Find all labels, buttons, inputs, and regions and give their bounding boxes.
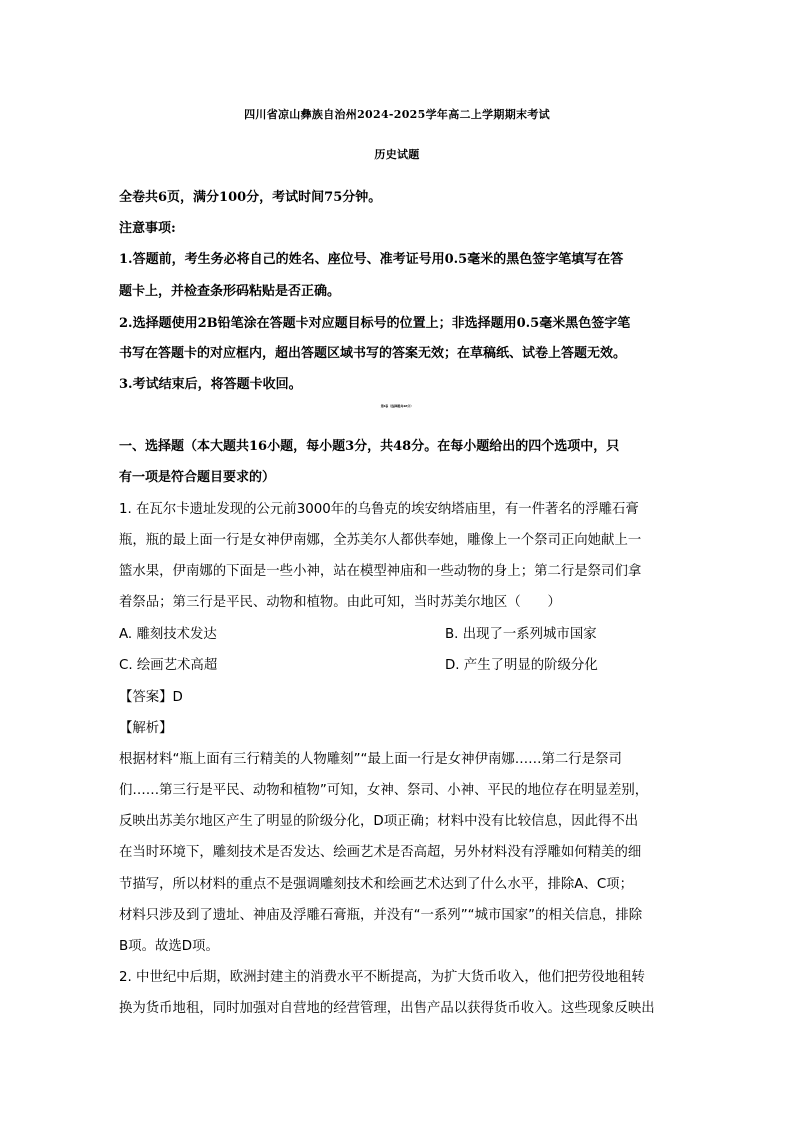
notice-item-2-line-2: 书写在答题卡的对应框内，超出答题区域书写的答案无效；在草稿纸、试卷上答题无效。	[119, 346, 627, 361]
notice-item-2-line-1: 2.选择题使用2B铅笔涂在答题卡对应题目标号的位置上；非选择题用0.5毫米黑色签字笔	[119, 316, 631, 331]
notice-item-1-line-2: 题卡上，并检查条形码粘贴是否正确。	[119, 284, 341, 299]
question-2-line-2: 换为货币地租，同时加强对自营地的经营管理，出售产品以获得货币收入。这些现象反映出	[119, 1001, 655, 1016]
option-a: A. 雕刻技术发达	[119, 627, 217, 642]
analysis-line-4: 在当时环境下，雕刻技术是否发达、绘画艺术是否高超，另外材料没有浮雕如何精美的细	[119, 845, 642, 860]
notice-heading: 注意事项:	[119, 221, 176, 236]
question-1-line-3: 篮水果，伊南娜的下面是一些小神，站在模型神庙和一些动物的身上；第二行是祭司们拿	[119, 564, 642, 579]
question-1-line-1: 1. 在瓦尔卡遗址发现的公元前3000年的乌鲁克的埃安纳塔庙里，有一件著名的浮雕石膏	[119, 502, 639, 517]
section-heading-line-2: 有一项是符合题目要求的）	[119, 470, 276, 485]
analysis-line-2: 们……第三行是平民、动物和植物”可知，女神、祭司、小神、平民的地位存在明显差别，	[119, 783, 649, 798]
document-title: 四川省凉山彝族自治州2024-2025学年高二上学期期末考试	[244, 108, 550, 121]
question-1-line-2: 瓶，瓶的最上面一行是女神伊南娜，全苏美尔人都供奉她，雕像上一个祭司正向她献上一	[119, 533, 642, 548]
question-2-line-1: 2. 中世纪中后期，欧洲封建主的消费水平不断提高，为扩大货币收入，他们把劳役地租转	[119, 970, 645, 985]
option-c: C. 绘画艺术高超	[119, 658, 218, 673]
answer-label: 【答案】D	[119, 690, 183, 705]
part-title: 第Ⅰ卷（选择题共48分）	[380, 404, 414, 408]
analysis-heading: 【解析】	[119, 721, 173, 736]
question-1-line-4: 着祭品；第三行是平民、动物和植物。由此可知，当时苏美尔地区（ ）	[119, 595, 561, 610]
analysis-line-7: B项。故选D项。	[119, 939, 219, 954]
option-d: D. 产生了明显的阶级分化	[445, 658, 598, 673]
notice-item-3: 3.考试结束后，将答题卡收回。	[119, 377, 302, 392]
analysis-line-1: 根据材料“瓶上面有三行精美的人物雕刻”“最上面一行是女神伊南娜……第二行是祭司	[119, 752, 622, 767]
option-b: B. 出现了一系列城市国家	[445, 627, 597, 642]
notice-item-1-line-1: 1.答题前，考生务必将自己的姓名、座位号、准考证号用0.5毫米的黑色签字笔填写在答	[119, 252, 624, 267]
exam-info: 全卷共6页，满分100分，考试时间75分钟。	[119, 190, 382, 205]
section-heading-line-1: 一、选择题（本大题共16小题，每小题3分，共48分。在每小题给出的四个选项中，只	[119, 439, 620, 454]
document-subtitle: 历史试题	[374, 148, 420, 161]
analysis-line-6: 材料只涉及到了遗址、神庙及浮雕石膏瓶，并没有“一系列”“城市国家”的相关信息，排除	[119, 908, 643, 923]
analysis-line-5: 节描写，所以材料的重点不是强调雕刻技术和绘画艺术达到了什么水平，排除A、C项；	[119, 877, 633, 892]
analysis-line-3: 反映出苏美尔地区产生了明显的阶级分化，D项正确；材料中没有比较信息，因此得不出	[119, 814, 639, 829]
